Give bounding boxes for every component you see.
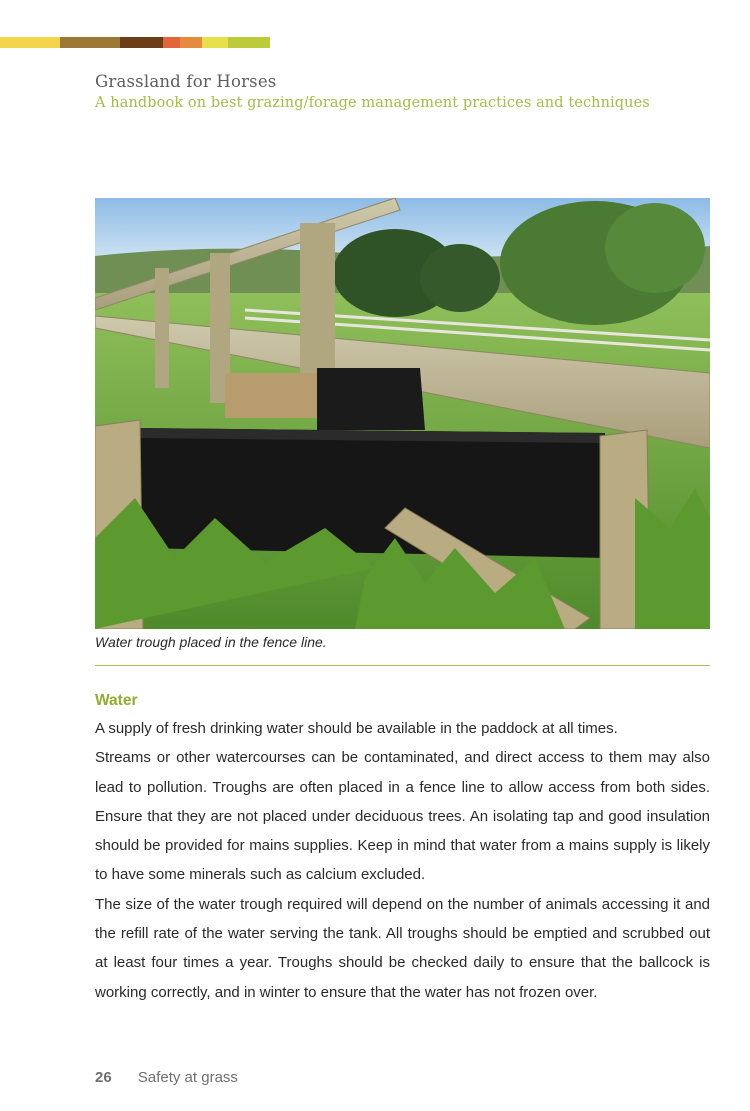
color-bar-segment [60, 37, 120, 48]
tree [605, 203, 705, 293]
page-footer [95, 1069, 238, 1086]
figure-caption: Water trough placed in the fence line. [95, 634, 327, 650]
body-paragraph: A supply of fresh drinking water should be available in the paddock at all times. [95, 720, 618, 737]
body-paragraph: Streams or other watercourses can be contaminated, and direct access to them may also lead to pollution. Troughs are often placed in a fence line to allow access from both sides. Ensure that they are not placed under deciduous trees. An isolating tap and good insulation should be provided for mains supplies. Keep in mind that water from a mains supply is likely to have some minerals such as calcium excluded. [95, 749, 710, 884]
caption-divider [95, 665, 710, 666]
footer-section-label: Safety at grass [137, 1069, 238, 1086]
book-subtitle: A handbook on best grazing/forage management practices and techniques [95, 95, 650, 111]
water-trough-photo [95, 198, 710, 629]
page-header [95, 72, 650, 111]
color-bar-segment [120, 37, 163, 48]
color-bar-segment [163, 37, 180, 48]
page-number: 26 [95, 1069, 112, 1086]
color-bar-segment [228, 37, 270, 48]
book-title: Grassland for Horses [95, 72, 277, 91]
color-bar-segment [180, 37, 202, 48]
decorative-color-bar [0, 37, 270, 48]
color-bar-segment [0, 37, 60, 48]
tree [420, 244, 500, 312]
water-section [95, 692, 710, 1007]
body-paragraph: The size of the water trough required will depend on the number of animals accessing it and the refill rate of the water serving the tank. All troughs should be emptied and scrubbed out at least four times a year. Troughs should be checked daily to ensure that the ballcock is working correctly, and in winter to ensure that the water has not frozen over. [95, 895, 710, 1001]
section-heading: Water [95, 692, 138, 709]
color-bar-segment [202, 37, 228, 48]
